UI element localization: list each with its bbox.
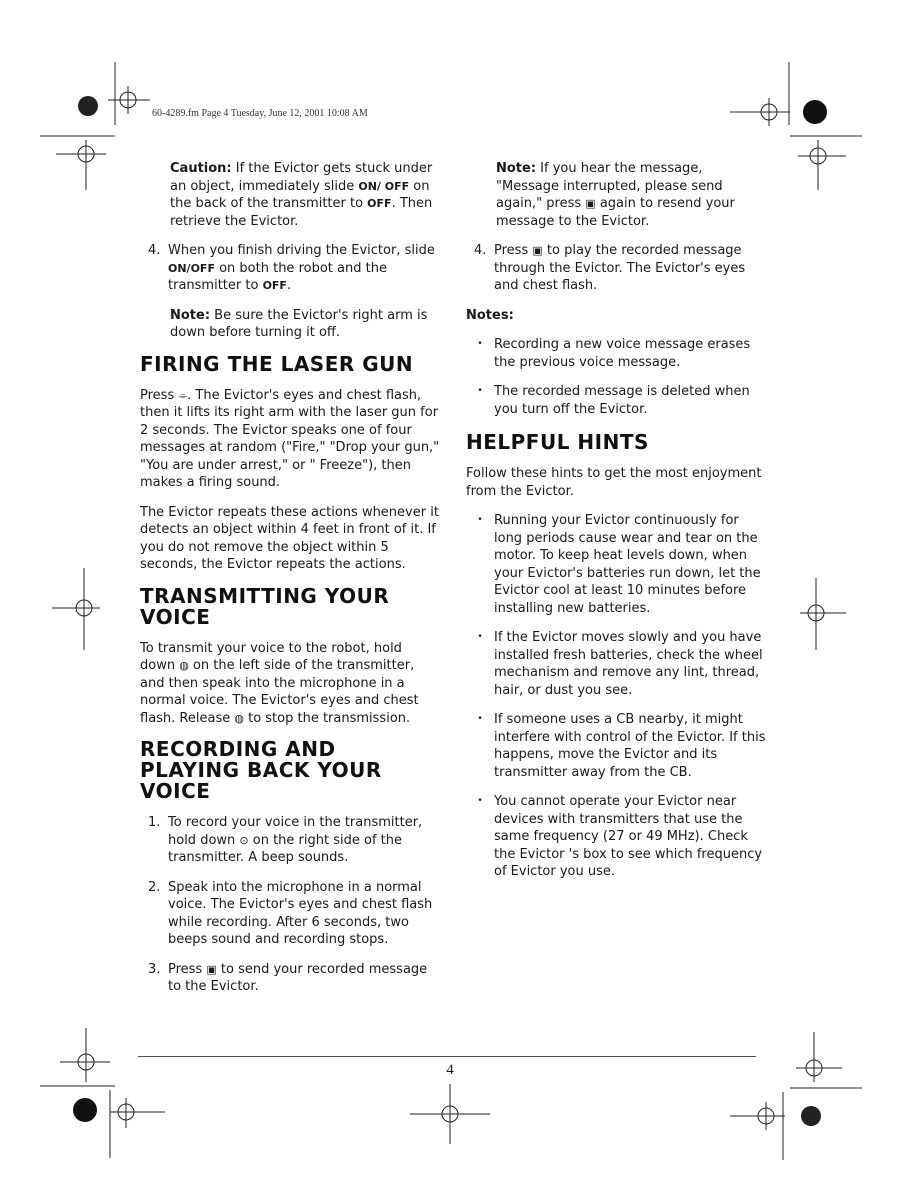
crop-mark-bottom-left [40,1028,165,1158]
notes-list [466,336,766,418]
bullet-icon: • [477,386,483,396]
firing-repeat-paragraph: The Evictor repeats these actions whenever it detects an object within 4 feet in front of it. If you do not remove the object within 5 seconds, the Evictor repeats the actions. [140,504,439,572]
hints-list [466,512,766,881]
bullet-icon: • [477,515,483,525]
list-item: • The recorded message is deleted when you turn off the Evictor. [466,383,766,418]
bullet-icon: • [477,339,483,349]
starburst-bottom-right [801,1106,821,1126]
playback-steps [466,242,766,295]
list-item: 2. Speak into the microphone in a normal voice. The Evictor's eyes and chest flash while recording. After 6 seconds, two beeps sound and recording stops. [148,879,433,947]
starburst-top-left [78,96,98,116]
firing-paragraph: Press ⌯. The Evictor's eyes and chest flash, then it lifts its right arm with the laser gun for 2 seconds. The Evictor speaks one of four messages at random ("Fire," "Drop your gun," "You are under arrest," or " Freeze"), then makes a firing sound. [140,387,440,490]
list-item: 4. When you finish driving the Evictor, slide ON/OFF on both the robot and the transmitter to OFF. [148,243,435,293]
send-button-icon: ▣ [206,962,217,976]
record-button-icon: ⊙ [239,833,249,847]
arm-note: Note: Be sure the Evictor's right arm is down before turning it off. [170,307,428,340]
dot-top-right [803,100,827,124]
send-button-icon: ▣ [585,197,596,210]
list-item: • If the Evictor moves slowly and you have installed fresh batteries, check the wheel mechanism and remove any lint, thread, hair, or dust you see. [466,629,766,699]
right-column [466,160,766,895]
footer-rule [138,1056,756,1057]
transmit-heading: TRANSMITTING YOUR VOICE [140,583,390,629]
crop-mark-top-left [40,62,150,190]
list-item: • If someone uses a CB nearby, it might interfere with control of the Evictor. If this happens, move the Evictor and its transmitter away from the CB. [466,711,766,781]
play-button-icon: ▣ [532,244,543,257]
talk-button-icon: ◍ [234,711,244,725]
recording-steps [140,814,440,996]
bullet-icon: • [477,796,483,806]
page-number: 4 [446,1062,454,1078]
talk-button-icon: ◍ [179,659,189,672]
hints-heading: HELPFUL HINTS [466,430,649,454]
crop-mark-bottom-right [730,1032,862,1160]
list-item: 4. Press ▣ to play the recorded message through the Evictor. The Evictor's eyes and chest flash. [474,243,746,293]
list-item: • Recording a new voice message erases the previous voice message. [466,336,766,371]
crop-mark-right-middle [800,578,846,650]
recording-heading: RECORDING AND PLAYING BACK YOUR VOICE [140,737,382,803]
bullet-icon: • [477,632,483,642]
fire-button-icon: ⌯ [178,388,188,402]
print-header: 60-4289.fm Page 4 Tuesday, June 12, 2001 10:08 AM [152,108,368,119]
list-item: • You cannot operate your Evictor near devices with transmitters that use the same frequency (27 or 49 MHz). Check the Evictor 's box to see which frequency of Evictor you use. [466,793,766,881]
list-item: 1. To record your voice in the transmitter, hold down ⊙ on the right side of the transmitter. A beep sounds. [148,815,423,865]
notes-heading: Notes: [466,307,514,323]
caution-note: Caution: If the Evictor gets stuck under an object, immediately slide ON/ OFF on the back of the transmitter to OFF. Then retrieve the Evictor. [170,161,433,229]
driving-steps [140,242,440,295]
transmit-paragraph: To transmit your voice to the robot, hold down ◍ on the left side of the transmitter, and then speak into the microphone in a normal voice. The Evictor's eyes and chest flash. Release ◍ to stop the transmission. [140,640,419,726]
bullet-icon: • [477,714,483,724]
hints-intro: Follow these hints to get the most enjoyment from the Evictor. [466,466,762,499]
left-column [140,160,440,1008]
firing-heading: FIRING THE LASER GUN [140,351,414,376]
list-item: • Running your Evictor continuously for long periods cause wear and tear on the motor. To keep heat levels down, when your Evictor's batteries run down, let the Evictor cool at least 10 minutes before installing new batteries. [466,512,766,617]
crop-mark-left-middle [52,568,100,650]
dot-bottom-left [73,1098,97,1122]
crop-mark-bottom-center [410,1084,490,1144]
list-item: 3. Press ▣ to send your recorded message to the Evictor. [148,961,428,994]
resend-note: Note: If you hear the message, "Message interrupted, please send again," press ▣ again to resend your message to the Evictor. [496,161,735,229]
